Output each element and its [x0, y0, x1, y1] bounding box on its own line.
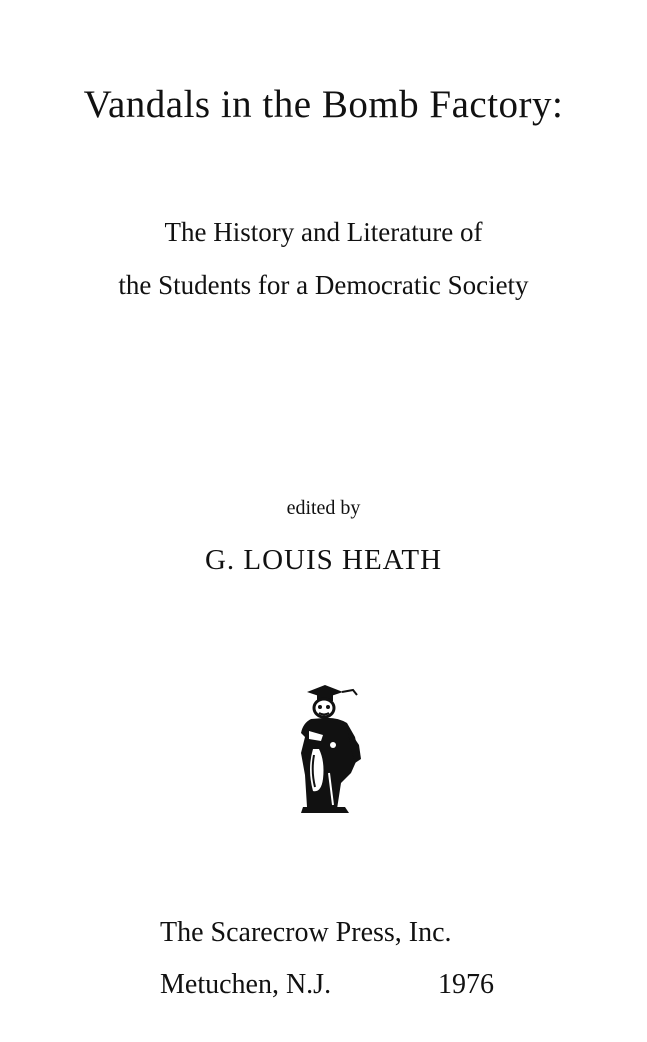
- publisher-name: The Scarecrow Press, Inc.: [160, 917, 452, 948]
- scarecrow-emblem-icon: [293, 683, 367, 815]
- publication-year: 1976: [438, 969, 494, 1000]
- editor-name: G. LOUIS HEATH: [204, 544, 443, 576]
- edited-by-label: edited by: [286, 497, 361, 519]
- subtitle-line-1: The History and Literature of: [164, 217, 483, 247]
- book-title: Vandals in the Bomb Factory:: [83, 83, 564, 126]
- subtitle-line-2: the Students for a Democratic Society: [118, 270, 529, 300]
- publisher-place: Metuchen, N.J.: [160, 969, 332, 1000]
